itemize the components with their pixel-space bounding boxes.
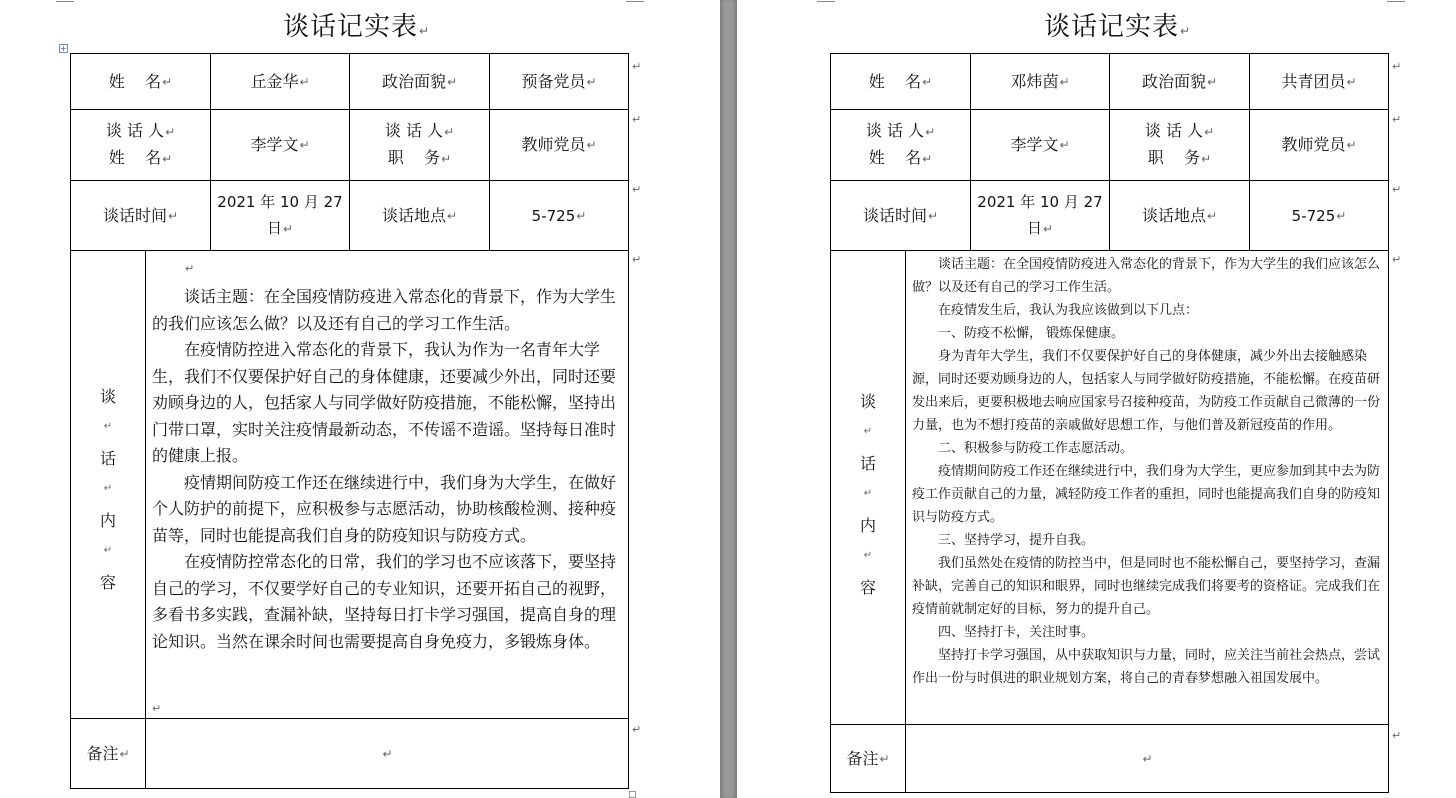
remarks-label: 备注 ↵ bbox=[86, 743, 130, 763]
place-label: 谈话地点 ↵ bbox=[1141, 205, 1218, 225]
paragraph-mark-icon: ↵ bbox=[152, 702, 162, 715]
page-gutter bbox=[720, 0, 737, 798]
content-paragraph: 四、坚持打卡，关注时事。 bbox=[938, 625, 1095, 640]
content-paragraph: 疫情期间防疫工作还在继续进行中，我们身为大学生，在做好个人防护的前提下，应积极参与志愿活动，协助核酸检测、接种疫苗等，同时也能提高我们自身的防疫知识与防疫方式。 bbox=[152, 472, 617, 545]
content-paragraph: 在疫情发生后，我认为我应该做到以下几点： bbox=[938, 303, 1199, 318]
paragraph-mark-icon: ↵ bbox=[185, 262, 195, 275]
place-value: 5-725 ↵ bbox=[531, 206, 587, 225]
politics-value: 共青团员 ↵ bbox=[1281, 71, 1357, 91]
content-paragraph: 在疫情防控常态化的日常，我们的学习也不应该落下，要坚持自己的学习，不仅要学好自己的专业知识，还要开拓自己的视野，多看书多实践，查漏补缺，坚持每日打卡学习强国，提高自身的理论知识。当然在课余时间也需要提高自身免疫力，多锻炼身体。 bbox=[152, 552, 617, 651]
talker-position-label: 谈 话 人↵ 职 务↵ bbox=[1144, 121, 1215, 167]
paragraph-mark-icon: ↵ bbox=[419, 24, 431, 38]
name-value: 丘金华 ↵ bbox=[250, 71, 310, 91]
content-label-vertical: 谈 ↵ 话 ↵ 内 ↵ 容 bbox=[859, 392, 876, 597]
talker-position-value: 教师党员 ↵ bbox=[1281, 135, 1357, 154]
table-resize-handle-icon[interactable] bbox=[629, 791, 636, 798]
content-paragraph: 谈话主题：在全国疫情防疫进入常态化的背景下，作为大学生的我们应该怎么做？以及还有自己的学习工作生活。 bbox=[152, 287, 617, 333]
content-paragraph: 谈话主题：在全国疫情防疫进入常态化的背景下，作为大学生的我们应该怎么做？以及还有自己的学习工作生活。 bbox=[912, 257, 1381, 295]
talker-name-value: 李学文 ↵ bbox=[250, 135, 310, 154]
politics-value: 预备党员 ↵ bbox=[521, 71, 597, 91]
content-paragraph: 一、防疫不松懈， 锻炼保健康。 bbox=[938, 326, 1125, 341]
content-paragraph: 我们虽然处在疫情的防控当中，但是同时也不能松懈自己，要坚持学习，查漏补缺，完善自己的知识和眼界，同时也继续完成我们将要考的资格证。完成我们在疫情前就制定好的目标，努力的提升自己。 bbox=[912, 556, 1381, 617]
content-paragraph: 疫情期间防疫工作还在继续进行中，我们身为大学生，更应参加到其中去为防疫工作贡献自己的力量，减轻防疫工作者的重担，同时也能提高我们自身的防疫知识与防疫方式。 bbox=[912, 464, 1381, 525]
interview-content[interactable] bbox=[912, 253, 1384, 690]
crop-mark bbox=[56, 1, 74, 2]
time-value: 2021 年 10 月 27 日↵ bbox=[977, 193, 1103, 237]
content-paragraph: 三、坚持学习，提升自我。 bbox=[938, 533, 1095, 548]
crop-mark bbox=[1387, 1, 1405, 2]
name-value: 邓炜茵 ↵ bbox=[1010, 71, 1070, 91]
name-label: 姓 名 ↵ bbox=[108, 71, 173, 91]
place-value: 5-725 ↵ bbox=[1291, 206, 1347, 225]
talker-position-value: 教师党员 ↵ bbox=[521, 135, 597, 154]
paragraph-mark-icon: ↵ bbox=[1180, 24, 1192, 38]
document-page-right: 谈话记实表↵ 姓 名 ↵ 邓炜茵 ↵ 政治面貌 ↵ 共青团员 ↵ 谈 话 人↵ 姓 名↵ 李学文 ↵ 谈 话 人↵ 职 务↵ 教师党员 ↵ 谈话时间 ↵ 2021 年 10 月 27 日↵ 谈话地点 ↵ 5-725 ↵ 谈 ↵ 话 ↵ 内 ↵ 容 谈话主题：在全国疫情防疫进入常态化的背景下，作为大学生的我们应该怎么做？以及还有自己的学习工作生活。 在疫情发生后，我认为我应该做到以下几点： 一、防疫不松懈， 锻炼保健康。 身为青年大学生，我们不仅要保护好自己的身体健康，减少外出去接触感染源，同时还要劝顾身边的人，包括家人与同学做好防疫措施，不能松懈。在疫苗研发出来后，更要积极地去响应国家号召接种疫苗，为防疫工作贡献自己微薄的一份力量，也为不想打疫苗的亲戚做好思想工作，与他们普及新冠疫苗的作用。 二、积极参与防疫工作志愿活动。 疫情期间防疫工作还在继续进行中，我们身为大学生，更应参加到其中去为防疫工作贡献自己的力量，减轻防疫工作者的重担，同时也能提高我们自身的防疫知识与防疫方式。 三、坚持学习，提升自我。 我们虽然处在疫情的防控当中，但是同时也不能松懈自己，要坚持学习，查漏补缺，完善自己的知识和眼界，同时也继续完成我们将要考的资格证。完成我们在疫情前就制定好的目标，努力的提升自己。 四、坚持打卡，关注时事。 坚持打卡学习强国，从中获取知识与力量，同时，应关注当前社会热点，尝试作出一份与时俱进的职业规划方案，将自己的青春梦想融入祖国发展中。 备注 ↵ ↵ ↵ ↵ ↵ ↵ ↵ bbox=[737, 0, 1456, 798]
politics-label: 政治面貌 ↵ bbox=[381, 71, 458, 91]
content-paragraph: 身为青年大学生，我们不仅要保护好自己的身体健康，减少外出去接触感染源，同时还要劝顾身边的人，包括家人与同学做好防疫措施，不能松懈。在疫苗研发出来后，更要积极地去响应国家号召接种疫苗，为防疫工作贡献自己微薄的一份力量，也为不想打疫苗的亲戚做好思想工作，与他们普及新冠疫苗的作用。 bbox=[912, 349, 1381, 433]
talker-name-label: 谈 话 人↵ 姓 名↵ bbox=[865, 121, 936, 167]
time-label: 谈话时间 ↵ bbox=[862, 205, 939, 225]
page-title: 谈话记实表↵ bbox=[283, 12, 431, 42]
content-paragraph: 在疫情防控进入常态化的背景下，我认为作为一名青年大学生，我们不仅要保护好自己的身体健康，还要减少外出，同时还要劝顾身边的人，包括家人与同学做好防疫措施，不能松懈，坚持出门带口罩，实时关注疫情最新动态，不传谣不造谣。坚持每日准时的健康上报。 bbox=[152, 340, 617, 465]
remarks-value[interactable]: ↵ bbox=[1142, 751, 1153, 766]
time-label: 谈话时间 ↵ bbox=[102, 205, 179, 225]
crop-mark bbox=[626, 1, 644, 2]
place-label: 谈话地点 ↵ bbox=[381, 205, 458, 225]
content-paragraph: 坚持打卡学习强国，从中获取知识与力量，同时，应关注当前社会热点，尝试作出一份与时俱进的职业规划方案，将自己的青春梦想融入祖国发展中。 bbox=[912, 648, 1381, 686]
talker-name-value: 李学文 ↵ bbox=[1010, 135, 1070, 154]
document-page-left: 谈话记实表↵ + 姓 名 ↵ 丘金华 ↵ 政治面貌 ↵ 预备党员 ↵ 谈 话 人↵ 姓 名↵ 李学文 ↵ 谈 话 人↵ 职 务↵ 教师党员 ↵ 谈话时间 ↵ 2021 年 10 月 27 日↵ 谈话地点 ↵ 5-725 ↵ 谈 ↵ 话 ↵ 内 ↵ 容 ↵ 谈话主题：在全国疫情防疫进入常态化的背景下，作为大学生的我们应该怎么做？以及还有自己的学习工作生活。 在疫情防控进入常态化的背景下，我认为作为一名青年大学生，我们不仅要保护好自己的身体健康，还要减少外出，同时还要劝顾身边的人，包括家人与同学做好防疫措施，不能松懈，坚持出门带口罩，实时关注疫情最新动态，不传谣不造谣。坚持每日准时的健康上报。 疫情期间防疫工作还在继续进行中，我们身为大学生，在做好个人防护的前提下，应积极参与志愿活动，协助核酸检测、接种疫苗等，同时也能提高我们自身的防疫知识与防疫方式。 在疫情防控常态化的日常，我们的学习也不应该落下，要坚持自己的学习，不仅要学好自己的专业知识，还要开拓自己的视野，多看书多实践，查漏补缺，坚持每日打卡学习强国，提高自身的理论知识。当然在课余时间也需要提高自身免疫力，多锻炼身体。 ↵ 备注 ↵ ↵ ↵ ↵ ↵ ↵ ↵ bbox=[0, 0, 720, 798]
talker-position-label: 谈 话 人↵ 职 务↵ bbox=[384, 121, 455, 167]
remarks-value[interactable]: ↵ bbox=[382, 746, 393, 761]
content-paragraph: 二、积极参与防疫工作志愿活动。 bbox=[938, 441, 1134, 456]
table-move-handle-icon[interactable]: + bbox=[60, 44, 67, 53]
talker-name-label: 谈 话 人↵ 姓 名↵ bbox=[105, 121, 176, 167]
content-label-vertical: 谈 ↵ 话 ↵ 内 ↵ 容 bbox=[99, 387, 116, 592]
name-label: 姓 名 ↵ bbox=[868, 71, 933, 91]
interview-content[interactable] bbox=[152, 284, 624, 655]
remarks-label: 备注 ↵ bbox=[846, 748, 890, 768]
time-value: 2021 年 10 月 27 日↵ bbox=[217, 193, 343, 237]
page-title: 谈话记实表↵ bbox=[1044, 12, 1192, 42]
politics-label: 政治面貌 ↵ bbox=[1141, 71, 1218, 91]
crop-mark bbox=[817, 1, 835, 2]
